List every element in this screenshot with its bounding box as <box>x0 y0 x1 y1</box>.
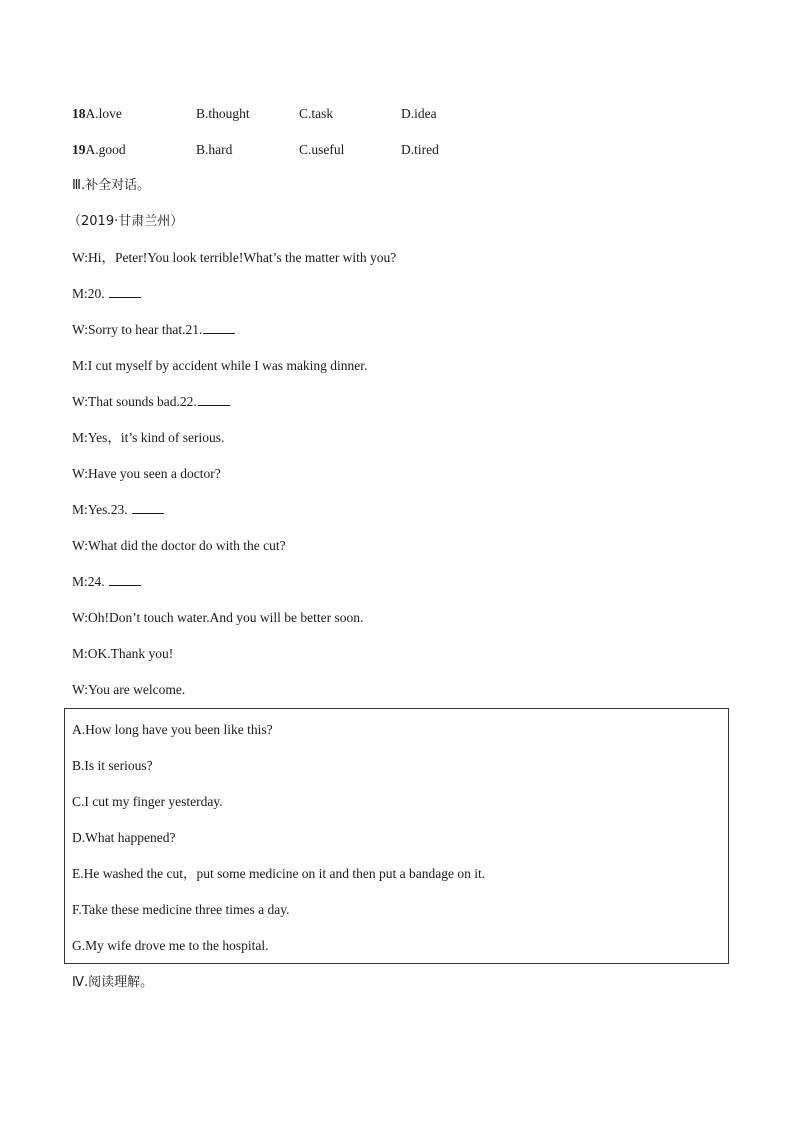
dialogue-line: M:Yes.23. <box>72 501 164 519</box>
option-item: F.Take these medicine three times a day. <box>72 902 290 917</box>
answer-blank[interactable] <box>203 321 235 334</box>
question-number: 19 <box>72 142 86 157</box>
option-a: A.good <box>85 142 126 157</box>
question-18 <box>72 105 122 123</box>
option-b: B.hard <box>196 142 233 157</box>
dialogue-line: M:Yes，it’s kind of serious. <box>72 430 225 445</box>
dialogue-line: W:You are welcome. <box>72 682 186 697</box>
option-d: D.idea <box>401 106 437 121</box>
dialogue-line: W:Sorry to hear that.21. <box>72 321 235 339</box>
dialogue-line: M:I cut myself by accident while I was making dinner. <box>72 358 368 373</box>
section-3-title: Ⅲ.补全对话。 <box>72 178 151 193</box>
dialogue-line: W:That sounds bad.22. <box>72 393 230 411</box>
option-c: C.task <box>299 106 334 121</box>
answer-blank[interactable] <box>198 393 230 406</box>
answer-blank[interactable] <box>109 285 141 298</box>
option-a: A.love <box>85 106 122 121</box>
question-19 <box>72 141 126 159</box>
dialogue-line: M:24. <box>72 573 141 591</box>
option-c: C.useful <box>299 142 345 157</box>
option-item: G.My wife drove me to the hospital. <box>72 938 269 953</box>
section-4-title: Ⅳ.阅读理解。 <box>72 975 154 990</box>
option-item: C.I cut my finger yesterday. <box>72 794 223 809</box>
answer-blank[interactable] <box>109 573 141 586</box>
dialogue-line: W:Oh!Don’t touch water.And you will be better soon. <box>72 610 364 625</box>
option-item: A.How long have you been like this? <box>72 722 273 737</box>
option-d: D.tired <box>401 142 439 157</box>
answer-blank[interactable] <box>132 501 164 514</box>
option-item: E.He washed the cut，put some medicine on it and then put a bandage on it. <box>72 866 486 881</box>
dialogue-line: M:OK.Thank you! <box>72 646 174 661</box>
dialogue-line: W:Hi，Peter!You look terrible!What’s the matter with you? <box>72 250 397 265</box>
source-note: （2019·甘肃兰州） <box>68 214 184 229</box>
option-b: B.thought <box>196 106 250 121</box>
dialogue-line: W:What did the doctor do with the cut? <box>72 538 286 553</box>
dialogue-line: W:Have you seen a doctor? <box>72 466 221 481</box>
dialogue-line: M:20. <box>72 285 141 303</box>
option-item: B.Is it serious? <box>72 758 153 773</box>
question-number: 18 <box>72 106 86 121</box>
option-item: D.What happened? <box>72 830 176 845</box>
options-box <box>64 708 729 964</box>
